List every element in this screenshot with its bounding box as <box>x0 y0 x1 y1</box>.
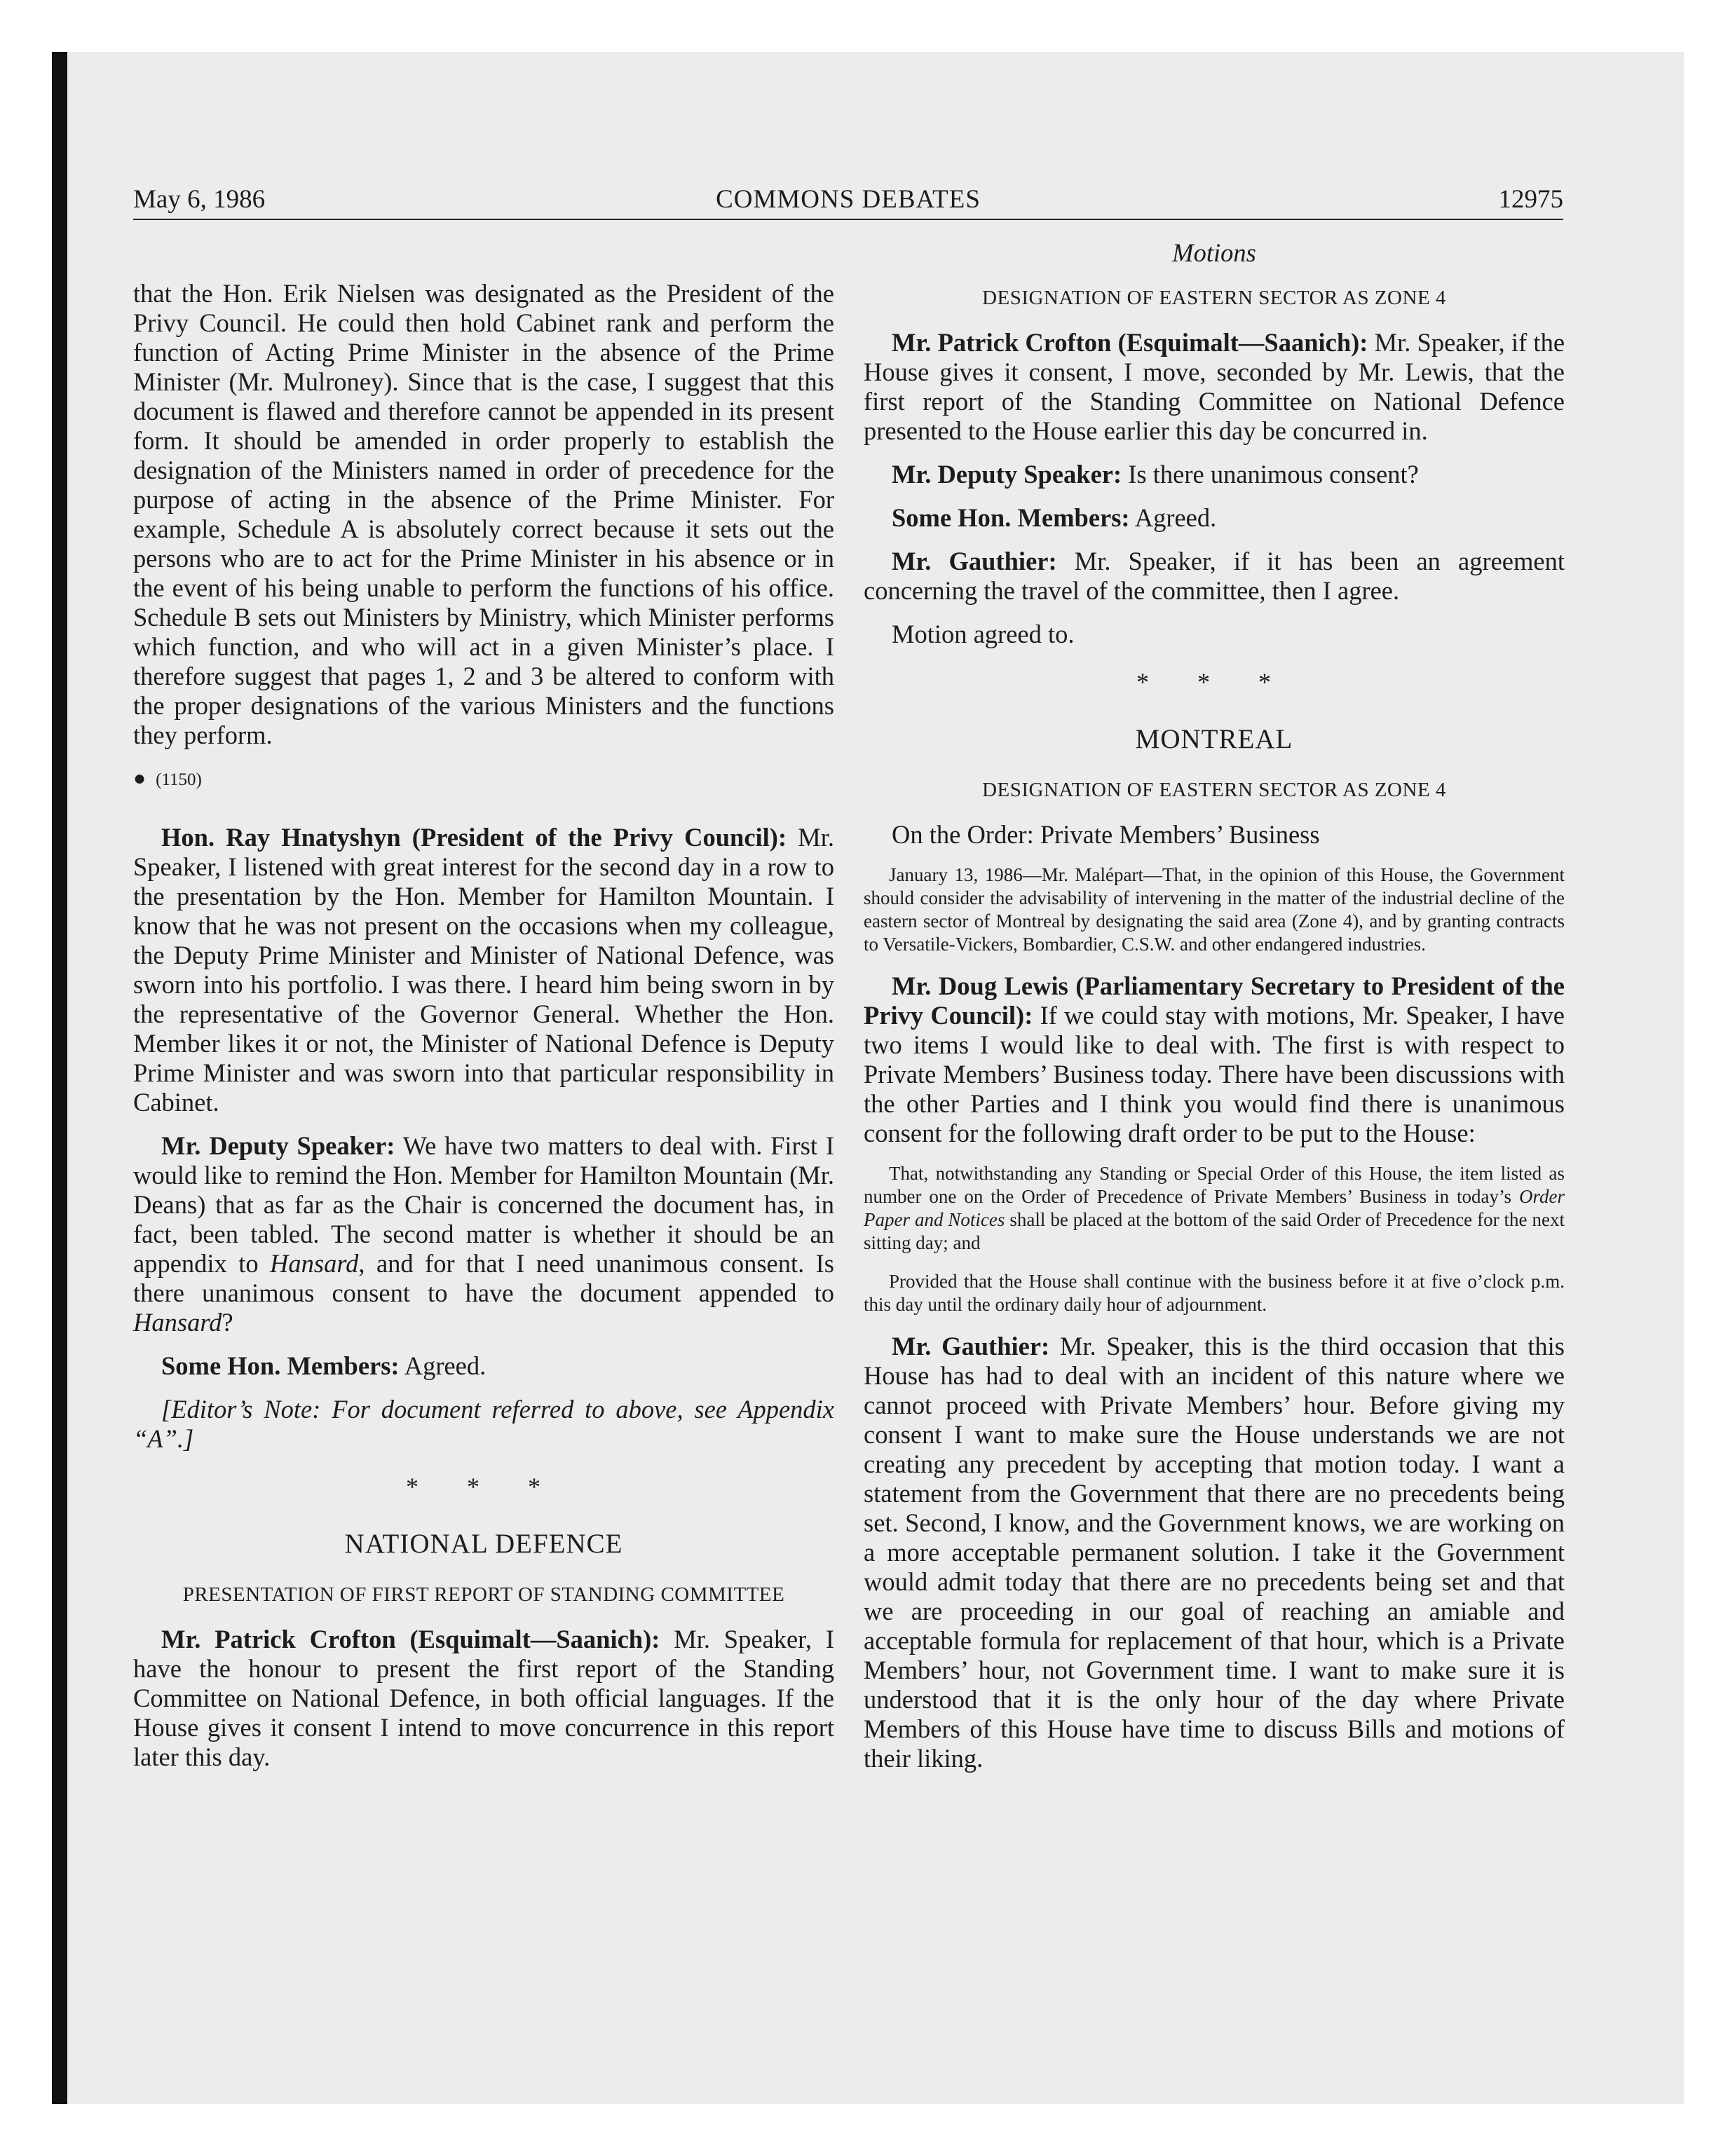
speech-text: We have two matters to deal with. First I would like to remind the Hon. Member for Hamilton Mountain (Mr. Deans) that as far as the Chair is concerned the document has, in fact, been tabled. The second matter is whether it should be an appendix to <box>133 1131 834 1278</box>
subsection-title: DESIGNATION OF EASTERN SECTOR AS ZONE 4 <box>982 287 1446 309</box>
speech-deputy-speaker <box>133 1131 834 1337</box>
speech-text: Agreed. <box>404 1351 487 1380</box>
subsection-title: PRESENTATION OF FIRST REPORT OF STANDING COMMITTEE <box>182 1583 785 1606</box>
header-date: May 6, 1986 <box>133 185 266 214</box>
section-separator: * * * <box>1136 668 1292 696</box>
speech-text: , and for that I need unanimous consent. Is there unanimous consent to have the document appended to <box>133 1249 834 1307</box>
header-title: COMMONS DEBATES <box>716 185 981 214</box>
speaker-name: Mr. Patrick Crofton (Esquimalt—Saanich): <box>892 328 1368 357</box>
speech-text: Is there unanimous consent? <box>1128 460 1419 489</box>
left-column <box>133 238 834 1786</box>
speaker-name: Mr. Patrick Crofton (Esquimalt—Saanich): <box>161 1625 660 1653</box>
speaker-name: Mr. Gauthier: <box>892 547 1057 575</box>
speaker-name: Mr. Deputy Speaker: <box>892 460 1122 489</box>
bullet-icon: ● <box>133 767 147 790</box>
continued-paragraph: that the Hon. Erik Nielsen was designated as the President of the Privy Council. He could then hold Cabinet rank and perform the function of Acting Prime Minister in the absence of the Prime Minister (Mr. Mulroney). Since that is the case, I suggest that this document is flawed and therefore cannot be appended in its present form. It should be amended in order properly to establish the designation of the Ministers named in order of precedence for the purpose of acting in the absence of the Prime Minister. For example, Schedule A is absolutely correct because it sets out the persons who are to act for the Prime Minister in his absence or in the event of his being unable to perform the functions of his office. Schedule B sets out Ministers by Ministry, which Minister performs which function, and who will act in a given Minister’s place. I therefore suggest that pages 1, 2 and 3 be altered to conform with the proper designations of the various Ministers and the functions they perform. <box>133 279 834 749</box>
speech-text: If we could stay with motions, Mr. Speaker, I have two items I would like to deal with. The first is with respect to Private Members’ Business today. There have been discussions with the other Parties and I think you would find there is unanimous consent for the following draft order to be put to the House: <box>864 1001 1565 1147</box>
speech-members <box>133 1351 834 1381</box>
speech-text: Mr. Speaker, if it has been an agreement concerning the travel of the committee, then I agree. <box>864 547 1565 605</box>
draft-text: shall be placed at the bottom of the said Order of Precedence for the next sitting day; and <box>864 1209 1565 1253</box>
speech-text: Mr. Speaker, I have the honour to present the first report of the Standing Committee on National Defence, in both official languages. If the House gives it consent I intend to move concurrence in this report later this day. <box>133 1625 834 1771</box>
rubric-title: Motions <box>1172 238 1256 267</box>
order-paper-reference: Order Paper and Notices <box>864 1186 1565 1230</box>
speaker-name: Mr. Deputy Speaker: <box>161 1131 395 1160</box>
section-title: MONTREAL <box>1135 724 1293 754</box>
draft-text: That, notwithstanding any Standing or Special Order of this House, the item listed as number one on the Order of Precedence of Private Members’ Business in today’s <box>864 1163 1565 1207</box>
speech-deputy-speaker <box>864 460 1565 489</box>
speech-crofton <box>133 1625 834 1772</box>
speech-crofton <box>864 328 1565 446</box>
header-page-number: 12975 <box>1498 185 1563 214</box>
speech-members <box>864 503 1565 533</box>
draft-order-clause-1 <box>864 1162 1565 1255</box>
speaker-name: Mr. Doug Lewis (Parliamentary Secretary to President of the Privy Council): <box>864 971 1565 1030</box>
motion-result: Motion agreed to. <box>892 620 1075 648</box>
speech-text: ? <box>222 1308 233 1337</box>
page-header <box>133 182 1563 220</box>
order-text: January 13, 1986—Mr. Malépart—That, in the opinion of this House, the Government should consider the advisability of intervening in the matter of the industrial decline of the eastern sector of Montreal by designating the said area (Zone 4), and by granting contracts to Versatile-Vickers, Bombardier, C.S.W. and other endangered industries. <box>864 864 1565 955</box>
section-title: NATIONAL DEFENCE <box>344 1529 623 1559</box>
speech-gauthier <box>864 1332 1565 1773</box>
binding-edge <box>52 52 67 2104</box>
speaker-name: Hon. Ray Hnatyshyn (President of the Privy Council): <box>161 823 787 852</box>
subsection-title: DESIGNATION OF EASTERN SECTOR AS ZONE 4 <box>982 779 1446 801</box>
speech-text: Mr. Speaker, I listened with great interest for the second day in a row to the presentation by the Hon. Member for Hamilton Mountain. I know that he was not present on the occasions when my colleague, the Deputy Prime Minister and Minister of National Defence, was sworn into his portfolio. I was there. I heard him being sworn in by the representative of the Governor General. Whether the Hon. Member likes it or not, the Minister of National Defence is Deputy Prime Minister and was sworn into that particular responsibility in Cabinet. <box>133 823 834 1117</box>
speaker-name: Some Hon. Members: <box>892 503 1130 532</box>
hansard-reference: Hansard <box>133 1308 222 1337</box>
speaker-name: Mr. Gauthier: <box>892 1332 1050 1360</box>
timestamp-text: (1150) <box>156 770 202 789</box>
timestamp-marker <box>133 764 834 795</box>
speech-gauthier <box>864 547 1565 606</box>
speech-lewis <box>864 971 1565 1148</box>
order-line: On the Order: Private Members’ Business <box>892 820 1320 849</box>
draft-order-clause-2: Provided that the House shall continue with the business before it at five o’clock p.m. this day until the ordinary daily hour of adjournment. <box>864 1271 1565 1315</box>
speech-hnatyshyn <box>133 823 834 1117</box>
speech-text: Agreed. <box>1134 503 1217 532</box>
hansard-reference: Hansard <box>270 1249 359 1278</box>
speech-text: Mr. Speaker, this is the third occasion that this House has had to deal with an incident of this nature where we cannot proceed with Private Members’ hour. Before giving my consent I want to make sure the House understands we are not creating any precedent by accepting that motion today. I want a statement from the Government that there are no precedents being set. Second, I know, and the Government knows, we are working on a more acceptable permanent solution. I take it the Government would admit today that there are no precedents being set and that we are proceeding in our goal of reaching an amiable and acceptable formula for replacement of that hour, which is a Private Members’ hour, not Government time. I want to make sure it is understood that it is the only hour of the day where Private Members of this House have time to discuss Bills and motions of their liking. <box>864 1332 1565 1773</box>
section-separator: * * * <box>406 1473 562 1501</box>
speaker-name: Some Hon. Members: <box>161 1351 400 1380</box>
right-column <box>864 238 1565 1787</box>
speech-text: Mr. Speaker, if the House gives it consent, I move, seconded by Mr. Lewis, that the first report of the Standing Committee on National Defence presented to the House earlier this day be concurred in. <box>864 328 1565 445</box>
editor-note: [Editor’s Note: For document referred to above, see Appendix “A”.] <box>133 1395 834 1453</box>
